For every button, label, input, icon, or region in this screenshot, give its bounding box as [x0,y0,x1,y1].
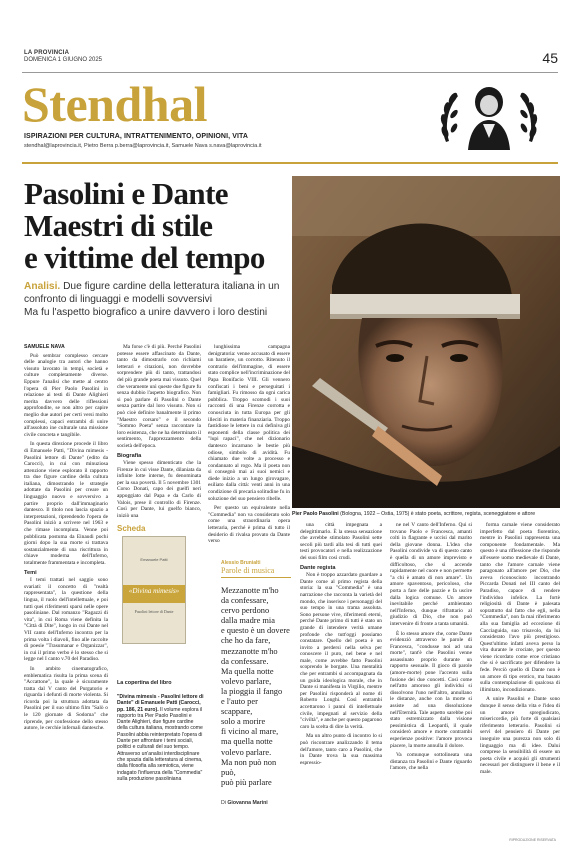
poem-box [221,560,291,806]
book-cover-subtitle: Pasolini lettore di Dante [134,609,174,614]
poem-line: da confessare. [221,656,269,666]
book-cover-title: «Divina mimesis» [128,587,180,595]
stendhal-portrait-laurel-logo [434,80,544,150]
book-cover-image [122,536,186,644]
subheading-temi: Temi [24,569,37,576]
article-deck [24,280,324,319]
book-cover-author: Emanuele Patti [140,557,168,562]
article-column-6 [480,522,560,834]
book-card-description: Il volume esplora il rapporto tra Pier Paolo Pasolini e Dante Alighieri, due figure cardine della cultura italiana, mostrando come Pasolini abbia reinterpretato l'opera di Dante per affrontare i temi sociali, politici e culturali del suo tempo. Attraverso un'analisi interdisciplinare che spazia dalla letteratura al cinema, dalla filosofia alla semiotica, viene indagato l'influenza della "Commedia" sulla produzione pasoliniana [117,706,203,782]
poem-line: solo a morire [221,717,266,727]
article-column-4 [300,522,382,834]
deck-text: Due figure cardine della letteratura italiana in un confronto di linguaggi e modelli sovversivi [24,281,280,305]
publication-name: LA PROVINCIA [24,50,70,56]
headline-line: Maestri di stile [24,208,213,243]
paragraph: ne nel V canto dell'Inferno. Qui si trovano Paolo e Francesca, amanti colti in flagrante e uccisi dal marito della giovane donna. L'idea che Pasolini condivide va di questo canto è quella di un amore imprevisto e difficoltoso, che sì accende rapidamente nel cuore e non permette "a chi è amato di non amare". Un amore spaventoso, pericoloso, che porta a fare delle pazzie e fa uscire dalla logica comune. Un amore inevitabile perché ambientato nell'Inferno, dunque rifrattario al giudizio di Dio, che non può intervenire di fronte a tanta umanità. [390,522,472,627]
issue-date: DOMENICA 1 GIUGNO 2025 [24,57,103,63]
poem-line: cervo perdono [221,606,270,616]
masthead [24,50,102,64]
paragraph: forma carnale viene considerato imperfetto dal poeta fiorentino, mentre in Pasolini rappresenta una componente fondamentale. Ma questo è una riflessione che risponde all'essere uomo medievale di Dante, tanto che l'amore carnale viene paragonato all'amore per Dio, che aveva riconosciuto incontrando Piccarda Donati nel III canto del Paradiso, capace di rendere l'individuo infelice. La fortè religiosità di Dante è palesata soprattutto dal fatto che egli, nella "Commedia", non fa mai riferimento alla sua famiglia ad eccezione di Cacciaguida, suo trisavolo, da lui considerato l'avo più prestigioso. Quest'ultimo infatti aveva perso la vita durante le crociate, per questo viene ricordato come eroe cristiano che si è sacrificato per difendere la fede. Perciò quello di Dante non è un amore di tipo erotico, ma basato sulla contemplazione di qualcosa di illimitato, incondizionato. [480,522,560,693]
poem-signature-name: Giovanna Marini [227,799,268,806]
paragraph: I temi trattati nel saggio sono svariati: il concetto di "realtà rappresentata", la questione della lingua, il ruolo dell'intellettuale, e poi tutti quei riferimenti sparsi nelle opere pasoliniane. Dal romanzo "Ragazzi di vita", in cui Roma viene definita la "Città di Dite", luogo in cui Dante nel VII canto dell'Inferno incontra per la prima volta i diavoli, fino alle raccolte di poesie "Trasumanar e Organizzar", in cui il primo verbo è lo stesso che si legge nel I canto v.70 del Paradiso. [24,577,108,663]
poem-line: Ma non può non può, [221,757,277,777]
poem-tag: Alessio Brunialti [221,560,261,566]
paragraph: una città impegnata a delegittimarlo. È la stessa sensazione che avrebbe stimolato Pasolini sette secoli più tardi alla tesi di tutti quei testi provocatori e nella realizzazione dei suoi film così crudi. [300,522,382,561]
poem-line: ma quella notte [221,737,273,747]
article-headline [24,178,324,274]
poem-text [221,586,291,788]
section-divider [22,162,558,164]
footer-credit: RIPRODUZIONE RISERVATA [509,838,556,842]
article-column-2 [117,344,201,520]
deck-kicker: Analisi. [24,281,61,292]
photo-caption [292,511,562,517]
article-column-3 [208,344,290,552]
paragraph: In ambito cinematografico, emblematica risulta la prima scena di "Accattone", la quale è sicuramente tratta dal V canto del Purgatorio e riguarda i defunti di morte violenta. Si ricorda poi la struttura adottata da Pasolini per il suo ultimo film "Salò o le 120 giornate di Sodoma" che riprende, per confessione dello stesso autore, le cerchie infernali dantesche. [24,665,108,732]
paragraph: Ma forse c'è di più. Perché Pasolini potesse essere affascinato da Dante, tanto da dimostrarlo con richiami letterari e citazioni, non dovrebbe sorprendere più di tanto, trattandosi del più grande poeta mai vissuto. Quel che veramente unì queste due figure fu senza dubbio l'aspetto biografico. Non si può parlare di Pasolini o Dante senza partire dal loro vissuto. Non si può cioè definire banalmente il primo "Maestro corsaro" e il secondo "Sommo Poeta" senza raccontare la loro esistenza, che ne ha determinato il sentimento, l'apprezzamento della società dell'epoca. [117,344,201,449]
section-subtitle: ISPIRAZIONI PER CULTURA, INTRATTENIMENTO, OPINIONI, VITA [24,133,249,140]
section-contacts: stendhal@laprovincia.it, Pietro Berra p.berra@laprovincia.it, Samuele Nava s.nava@laprovincia.it [24,143,262,149]
deck-text-2: Ma fu l'aspetto biografico a unire davvero i loro destini [24,307,268,318]
top-divider [22,72,558,73]
poem-line: che ho da fare, [221,636,271,646]
paragraph: A unire Pasolini e Dante sono dunque il senso della vita e l'idea di un amore spregiudicato, misericordie, più forte di qualsiasi riferimento letterario. Pasolini si servì del pensiero di Dante per inseguire una purezza non solo di linguaggio ma di idee. Dalui comprese la sensibilità di essere un poeta civile e acquisì gli strumenti necessari per distinguere il bene e il male. [480,696,560,775]
paragraph: Va comunque sottolineata una distanza tra Pasolini e Dante riguardo l'amore, che nella [390,752,472,772]
section-title: Stendhal [22,76,207,132]
poem-line: può più parlare [221,777,272,787]
poem-line: e questo è un dovere [221,626,290,636]
poem-line: e l'auto per scappare, [221,697,258,717]
subheading-biografia: Biografia [117,452,142,459]
article-column-1 [24,344,108,834]
page-number: 45 [542,50,558,66]
poem-line: la pioggia il fango [221,686,283,696]
book-card-text [117,694,205,782]
book-card-title: "Divina mimesis - Pasolini lettore di Dante" di Emanuele Patti (Carocci, pp. 186, 21 euro). [117,694,204,713]
book-card-label: Scheda [117,524,146,533]
poem-line: da confessare, [221,596,269,606]
article-byline: SAMUELE NAVA [24,344,65,350]
book-card-caption: La copertina del libro [117,680,172,686]
poem-signature [221,800,291,806]
article-column-5 [390,522,472,834]
poem-line: Ma quella notte [221,666,274,676]
poem-line: volevo parlare, [221,676,272,686]
poem-line: mezzanotte m'ho [221,646,278,656]
paragraph: Non è troppo azzardato guardare a Dante come al primo regista della storia: la sua "Commedia" è una narrazione che racconta la varietà del mondo, che inserisce i personaggi del suo tempo in una trama assoluta. Sono persone vive, riferimenti eterni, perché Dante primo di tutti è stato un grande di intendere verità umane profonde che tutt'oggi possiamo constatare. Quello del poeta è un invito a perdersi nella selva per conoscere il puro, nel bene e nel male, come avrebbe fatto Pasolini scoprendo le borgate. Una mentalità che per entrambi si accompagnata da un guida ideologica morale, che in Dante si manifesta in Virgilio, mentre per Pasolini risponderà al nome di Roberto Longhi. Così entrambi accettarono i panni di intellettuale civile, impegnati al servizio della "civiltà", e anche per questo pagarono caro la scelta di dire la verità. [300,572,382,730]
poem-line: dalla madre mia [221,616,275,626]
paragraph: Può sembrar complesso cercare delle analogie tra autori che hanno vissuto lavorato in tempi, società e culture completamente diverse. Eppure l'analisi che mette al centro l'opera di Pier Paolo Pasolini in relazione ai testi di Dante Alighieri merita davvero delle riflessioni approfondite, se non altro per capire meglio due autori per certi versi molto complessi, capaci entrambi di unire all'assoluto ine culturale una missione civile concreta e tangibile. [24,352,108,438]
poem-signature-prefix: Di [221,799,226,806]
headline-line: Pasolini e Dante [24,176,228,211]
poem-heading: Parole di musica [221,566,291,578]
poem-line: fi vicino al mare, [221,727,279,737]
photo-caption-name: Pier Paolo Pasolini [292,511,339,517]
poem-line: Mezzanotte m'ho [221,586,279,595]
paragraph: Ma un altro punto di incontro lo si può riscontrare analizzando il tema dell'amore, tanto caro a Pasolini, che in Dante trova la sua massima espressio- [300,733,382,766]
paragraph: In questa direzione procede il libro di Emanuele Patti, "Divina mimesis - Pasolini lettore di Dante" (edito da Carocci), in cui con minuziosa attenzione viene esplorato il rapporto tra due figure cardine della cultura italiana, dimostrando le strategie adottate da Pasolini per creare un linguaggio nuovo e sovversivo a partire proprio dall'immaginario dantesco. Il titolo non lascia spazio a interpretazioni, riprendendo l'opera de Pasolini iniziò a scrivere nel 1963 e che rimase incompiuta. Venne poi pubblicata postuma da Einaudi pochi giorni dopo la sua morte si trattava sostanzialmente di una riscrittura in chiave moderna dell'Inferno, totalmente frammentata e incompleta. [24,441,108,566]
photo-caption-text: (Bologna, 1922 – Ostia, 1975) è stato poeta, scrittore, regista, sceneggiatore e attore [340,511,536,517]
headline-line: e vittime del tempo [24,240,265,275]
paragraph: Viene spesso dimenticato che la Firenze in cui visse Dante, dilaniata da infinite lotte interne, fu denominata per la sua povertà. Il 5 novembre 1301 Corso Donati, capo dei guelfi neri appoggiato dal Papa e da Carlo di Valois, prese il controllo di Firenze. Così per Dante, lui guelfo bianco, iniziò una [117,460,201,519]
paragraph: lunghissima campagna denigratoria: venne accusato di essere un baratiere, un corrotto. Ritenuto il contrario dell'immagine, di essere stato complice nell'incriminazione del Papa Bonifacio VIII. Gli vennero confiscati i beni e perseguitati i famigliari. Fu rimosso da ogni carica pubblica. Troppo scomodi i suoi racconti di una Firenze corrotta e conosciuta in tutta Europa per gli illeciti in materia finanziaria. Troppo fastidiose le lettere in cui definiva gli esponenti della classe politica dei "lupi rapaci", che nel dizionario dantesco incarnano le bestie più odiose, simbolo di avidità. Fu chiamato due volte a processo e condannato al rogo. Ma il poeta non si consegnò mai ai suoi nemici e diede inizio a un lungo girovagare, esiliato dalla città: venti anni in una condizione di precaria solitudine fu in soluzione del suo pensiero ribelle. [208,344,290,502]
paragraph: Per questo un equivalente nella "Commedia" non va considerato solo come una straordinaria opera letteraria, perché è prima di tutto il desiderio di rivalsa provato da Dante verso [208,505,290,545]
pasolini-photo [292,176,560,508]
paragraph: È lo stesso amore che, come Dante evidenziò attraverso le parole di Francesca, "condusse noi ad una morte", tant'è che Pasolini venne assassinato proprio durante un rapporto sessuale. Il gioco di parole (amore-morte) pone l'accento sulla fusione dei due concetti. Così come nell'atto amoroso gli individui si dissolvono l'uno nell'altro, annullano le distanze, anche con la morte si assiste ad una dissoluzione nell'Eternità. Tale aspetto sarebbe poi stato estremizzato dalla visione pessimistica di Leopardi, il quale considerò amore e morte contrambi esperienze positive: l'amore provoca piacere, la morte annulla il dolore. [390,630,472,749]
poem-line: volevo parlare. [221,747,272,757]
book-card [117,524,199,664]
subheading-dante-regista: Dante regista [300,564,336,571]
